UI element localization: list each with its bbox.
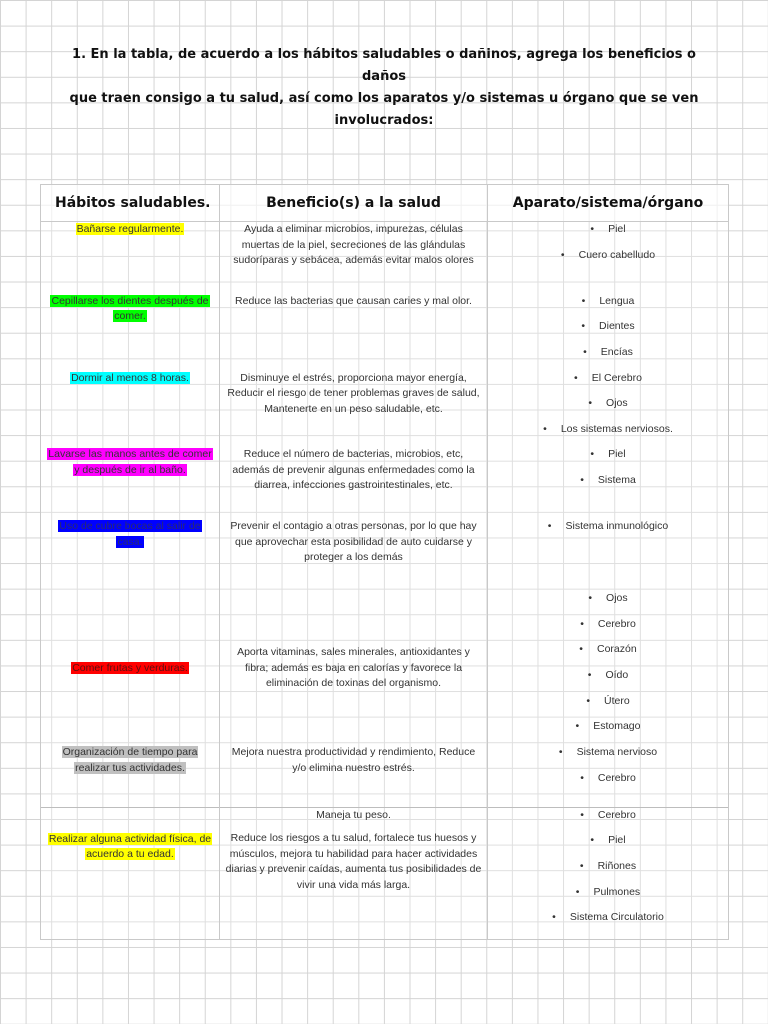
- benefit-cell: Prevenir el contagio a otras personas, por lo que hay que aprovechar esta posibilidad de auto cuidarse y proteger a los demás: [220, 519, 488, 591]
- instruction-line: que traen consigo a tu salud, así como los aparatos y/o sistemas u órgano que se ven: [69, 91, 699, 106]
- benefit-cell: Reduce el número de bacterias, microbios, etc, además de prevenir algunas enfermedades como la diarrea, infecciones gastrointestinales, etc.: [220, 447, 488, 519]
- organ-item: • Sistema inmunológico: [492, 519, 724, 545]
- organ-list: [492, 294, 724, 371]
- organ-cell: [488, 745, 729, 807]
- organ-item: • Sistema nervioso: [492, 745, 724, 771]
- habit-label: Uso de cubre bocas al salir de casa.: [59, 520, 201, 548]
- habit-cell: [41, 222, 220, 294]
- organ-item: • Encías: [492, 345, 724, 371]
- benefit-cell: Reduce las bacterias que causan caries y mal olor.: [220, 294, 488, 371]
- organ-cell: [488, 807, 729, 939]
- table-row: [41, 371, 729, 448]
- organ-list: [492, 447, 724, 498]
- organ-item: • Cerebro: [492, 771, 724, 797]
- organ-item: • Cuero cabelludo: [492, 248, 724, 274]
- organ-cell: [488, 371, 729, 448]
- organ-item: • Lengua: [492, 294, 724, 320]
- table-row: [41, 591, 729, 745]
- organ-item: • Oído: [492, 668, 724, 694]
- habit-cell: [41, 745, 220, 807]
- organ-item: • Sistema Circulatorio: [492, 910, 724, 936]
- organ-list: [492, 371, 724, 448]
- organ-item: • Riñones: [492, 859, 724, 885]
- organ-cell: [488, 519, 729, 591]
- instruction-text: [62, 44, 706, 132]
- organ-cell: [488, 591, 729, 745]
- organ-item: • Ojos: [492, 591, 724, 617]
- habit-label: Bañarse regularmente.: [76, 223, 184, 235]
- organ-item: • Cerebro: [492, 617, 724, 643]
- organ-list: [492, 745, 724, 796]
- habit-cell: [41, 294, 220, 371]
- organ-item: • Cerebro: [492, 808, 724, 834]
- habit-label: Cepillarse los dientes después de comer.: [51, 294, 209, 322]
- organ-item: • Sistema: [492, 473, 724, 499]
- habit-label: Lavarse las manos antes de comer y después de ir al baño.: [48, 448, 212, 476]
- habit-label: Dormir al menos 8 horas.: [71, 371, 189, 384]
- habit-cell: [41, 447, 220, 519]
- organ-item: • Piel: [492, 222, 724, 248]
- habit-cell: [41, 371, 220, 448]
- habit-cell: [41, 519, 220, 591]
- organ-list: [492, 519, 724, 545]
- table-row: [41, 745, 729, 807]
- table-row: [41, 222, 729, 294]
- habit-label: Comer frutas y verduras.: [72, 661, 188, 674]
- organ-cell: [488, 294, 729, 371]
- habit-cell: [41, 807, 220, 939]
- habits-table: [40, 184, 729, 940]
- organ-item: • Pulmones: [492, 885, 724, 911]
- organ-list: [492, 222, 724, 273]
- benefit-cell: Disminuye el estrés, proporciona mayor energía, Reducir el riesgo de tener problemas graves de salud, Mantenerte en un peso saludable, etc.: [220, 371, 488, 448]
- table-header-row: [41, 185, 729, 222]
- organ-list: [492, 591, 724, 745]
- table-row: [41, 519, 729, 591]
- organ-cell: [488, 222, 729, 294]
- organ-cell: [488, 447, 729, 519]
- habit-cell: [41, 591, 220, 745]
- table-row: [41, 294, 729, 371]
- organ-item: • Piel: [492, 833, 724, 859]
- table-row: [41, 807, 729, 939]
- header-benefits: Beneficio(s) a la salud: [220, 185, 488, 222]
- habit-label: Organización de tiempo para realizar tus actividades.: [62, 746, 198, 774]
- organ-item: • Dientes: [492, 319, 724, 345]
- benefit-cell: Aporta vitaminas, sales minerales, antioxidantes y fibra; además es baja en calorías y favorece la eliminación de toxinas del organismo.: [220, 591, 488, 745]
- header-habits: Hábitos saludables.: [41, 185, 220, 222]
- table-row: [41, 447, 729, 519]
- benefit-line: Reduce los riesgos a tu salud, fortalece tus huesos y músculos, mejora tu habilidad para hacer actividades diarias y prevenir caídas, aumenta tus posibilidades de vivir una vida más larga.: [225, 832, 482, 891]
- benefit-line: Maneja tu peso.: [316, 808, 391, 821]
- organ-item: • Piel: [492, 447, 724, 473]
- organ-list: [492, 808, 724, 936]
- organ-item: • Estomago: [492, 719, 724, 745]
- benefit-cell: [220, 807, 488, 939]
- organ-item: • Útero: [492, 694, 724, 720]
- organ-item: • El Cerebro: [492, 371, 724, 397]
- organ-item: • Corazón: [492, 642, 724, 668]
- header-organs: Aparato/sistema/órgano: [488, 185, 729, 222]
- benefit-cell: Mejora nuestra productividad y rendimiento, Reduce y/o elimina nuestro estrés.: [220, 745, 488, 807]
- instruction-line: 1. En la tabla, de acuerdo a los hábitos saludables o dañinos, agrega los beneficios o daños: [72, 47, 696, 84]
- organ-item: • Ojos: [492, 396, 724, 422]
- habit-label: Realizar alguna actividad física, de acuerdo a tu edad.: [48, 832, 212, 861]
- benefit-cell: Ayuda a eliminar microbios, impurezas, células muertas de la piel, secreciones de las glándulas sudoríparas y sebácea, además evitar malos olores: [220, 222, 488, 294]
- instruction-line: involucrados:: [334, 113, 434, 128]
- organ-item: • Los sistemas nerviosos.: [492, 422, 724, 448]
